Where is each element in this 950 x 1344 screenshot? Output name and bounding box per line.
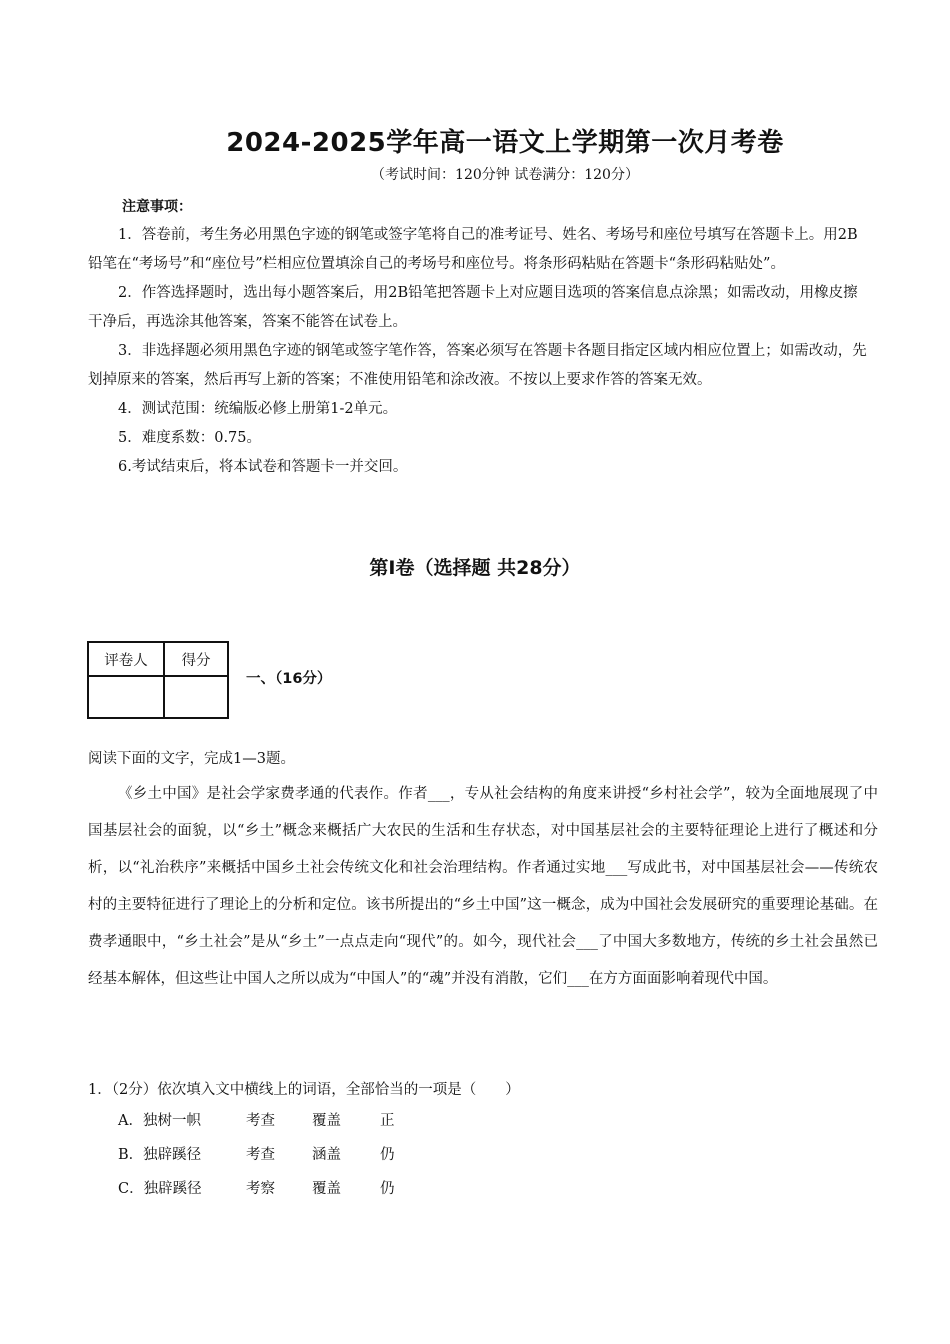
passage-paragraph: 《乡土中国》是社会学家费孝通的代表作。作者___，专从社会结构的角度来讲授“乡村社会学”，较为全面地展现了中国基层社会的面貌，以“乡土”概念来概括广大农民的生活和生存状态，对中国基层社会的主要特征理论上进行了概述和分析，以“礼治秩序”来概括中国乡土社会传统文化和社会治理结构。作者通过实地___写成此书，对中国基层社会——传统农村的主要特征进行了理论上的分析和定位。该书所提出的“乡土中国”这一概念，成为中国社会发展研究的重要理论基础。在费孝通眼中，“乡土社会”是从“乡土”一点点走向“现代”的。如今，现代社会___了中国大多数地方，传统的乡土社会虽然已经基本解体，但这些让中国人之所以成为“中国人”的“魂”并没有消散，它们___在方方面面影响着现代中国。 xyxy=(88,786,878,987)
notice-item: 3．非选择题必须用黑色字迹的钢笔或签字笔作答，答案必须写在答题卡各题目指定区域内相应位置上；如需改动，先划掉原来的答案，然后再写上新的答案；不准使用铅笔和涂改液。不按以上要求作答的答案无效。 xyxy=(88,343,867,388)
option-word: 仍 xyxy=(380,1181,395,1197)
notice-item: 6.考试结束后，将本试卷和答题卡一并交回。 xyxy=(118,459,408,475)
notice-item: 2．作答选择题时，选出每小题答案后，用2B铅笔把答题卡上对应题目选项的答案信息点涂黑；如需改动，用橡皮擦干净后，再选涂其他答案，答案不能答在试卷上。 xyxy=(88,285,858,330)
question-1: 1．（2分）依次填入文中横线上的词语，全部恰当的一项是（ ） xyxy=(88,1082,520,1098)
notice-item: 5．难度系数：0.75。 xyxy=(118,430,262,446)
notice-item: 4．测试范围：统编版必修上册第1-2单元。 xyxy=(118,401,398,417)
option-word: 考察 xyxy=(246,1181,275,1197)
question-1-options xyxy=(118,1109,395,1211)
option-word: 涵盖 xyxy=(312,1147,341,1163)
page-title: 2024-2025学年高一语文上学期第一次月考卷 xyxy=(226,128,784,158)
option-word: A．独树一帜 xyxy=(118,1113,201,1129)
score-table xyxy=(87,641,229,719)
exam-info: （考试时间：120分钟 试卷满分：120分） xyxy=(371,167,639,183)
section-title: 第Ⅰ卷（选择题 共28分） xyxy=(369,557,581,579)
reading-passage xyxy=(88,776,878,998)
option-word: 覆盖 xyxy=(312,1113,341,1129)
option-word: 考查 xyxy=(246,1113,275,1129)
score-header: 得分 xyxy=(164,642,228,676)
grader-header: 评卷人 xyxy=(88,642,164,676)
notice-item: 1．答卷前，考生务必用黑色字迹的钢笔或签字笔将自己的准考证号、姓名、考场号和座位号填写在答题卡上。用2B铅笔在“考场号”和“座位号”栏相应位置填涂自己的考场号和座位号。将条形码粘贴在答题卡“条形码粘贴处”。 xyxy=(88,227,858,272)
option-b xyxy=(118,1143,395,1177)
option-word: 覆盖 xyxy=(312,1181,341,1197)
option-word: C．独辟蹊径 xyxy=(118,1181,202,1197)
part-label: 一、（16分） xyxy=(246,671,332,687)
notice-list xyxy=(88,221,868,482)
option-a xyxy=(118,1109,395,1143)
option-word: 正 xyxy=(380,1113,395,1129)
option-word: B．独辟蹊径 xyxy=(118,1147,202,1163)
score-cell xyxy=(164,676,228,718)
reading-instruction: 阅读下面的文字，完成1—3题。 xyxy=(88,751,295,767)
grader-cell xyxy=(88,676,164,718)
notice-heading: 注意事项： xyxy=(122,199,192,215)
option-word: 仍 xyxy=(380,1147,395,1163)
option-c xyxy=(118,1177,395,1211)
option-word: 考查 xyxy=(246,1147,275,1163)
